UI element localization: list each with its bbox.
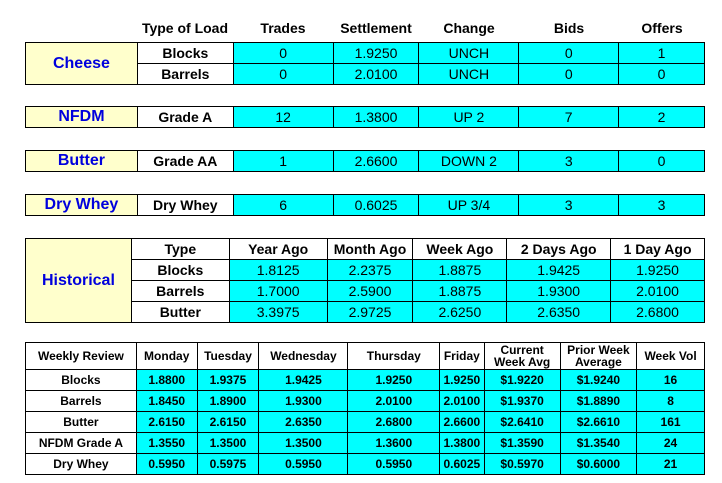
load-type: Dry Whey (137, 195, 233, 216)
hist-cell: 1.8125 (229, 260, 327, 281)
weekly-cell: $2.6610 (560, 412, 636, 433)
weekly-review-table (25, 342, 705, 475)
hist-cell: 1.7000 (229, 281, 327, 302)
offers-cell: 2 (619, 107, 705, 128)
weekly-cell: $1.3590 (484, 433, 560, 454)
weekly-cell: 24 (637, 433, 705, 454)
change-cell: DOWN 2 (419, 151, 519, 172)
weekly-cell: $1.9220 (484, 370, 560, 391)
header-settlement: Settlement (340, 20, 412, 36)
load-type: Blocks (137, 43, 233, 64)
historical-table (25, 238, 705, 323)
product-historical: Historical (26, 239, 132, 323)
header-type-of-load: Type of Load (141, 20, 229, 36)
weekly-header: Tuesday (197, 343, 259, 370)
offers-cell: 0 (619, 151, 705, 172)
weekly-header: Monday (136, 343, 197, 370)
weekly-cell: 1.9250 (348, 370, 440, 391)
trades-cell: 0 (233, 64, 333, 85)
trades-cell: 0 (233, 43, 333, 64)
hist-header-week-ago: Week Ago (413, 239, 507, 260)
weekly-cell: 1.8450 (136, 391, 197, 412)
bids-cell: 0 (519, 64, 619, 85)
drywhey-table (25, 194, 705, 216)
hist-cell: 2.2375 (327, 260, 413, 281)
weekly-cell: 161 (637, 412, 705, 433)
weekly-cell: 21 (637, 454, 705, 475)
product-butter: Butter (26, 151, 138, 172)
hist-cell: 2.6250 (413, 302, 507, 323)
header-change: Change (443, 20, 495, 36)
weekly-cell: 2.6350 (259, 412, 348, 433)
weekly-cell: $0.6000 (560, 454, 636, 475)
load-type: Barrels (137, 64, 233, 85)
header-offers: Offers (641, 20, 683, 36)
hist-row-label: Blocks (131, 260, 229, 281)
product-nfdm: NFDM (26, 107, 138, 128)
weekly-cell: 8 (637, 391, 705, 412)
weekly-row-label: Butter (26, 412, 137, 433)
table-row (26, 391, 705, 412)
butter-table (25, 150, 705, 172)
change-cell: UNCH (419, 64, 519, 85)
weekly-cell: 1.3600 (348, 433, 440, 454)
load-type: Grade A (137, 107, 233, 128)
hist-header-2-days-ago: 2 Days Ago (507, 239, 611, 260)
bids-cell: 3 (519, 195, 619, 216)
settlement-cell: 0.6025 (333, 195, 419, 216)
offers-cell: 0 (619, 64, 705, 85)
weekly-cell: 0.5950 (136, 454, 197, 475)
nfdm-table (25, 106, 705, 128)
product-dry-whey: Dry Whey (26, 195, 138, 216)
weekly-cell: 1.8800 (136, 370, 197, 391)
load-type: Grade AA (137, 151, 233, 172)
weekly-cell: 1.3800 (440, 433, 484, 454)
weekly-row-label: Barrels (26, 391, 137, 412)
settlement-cell: 1.3800 (333, 107, 419, 128)
product-cheese: Cheese (26, 43, 138, 85)
header-bids: Bids (553, 20, 585, 36)
weekly-cell: 16 (637, 370, 705, 391)
settlement-cell: 2.0100 (333, 64, 419, 85)
weekly-header: Friday (440, 343, 484, 370)
trades-cell: 12 (233, 107, 333, 128)
weekly-cell: 2.6600 (440, 412, 484, 433)
bids-cell: 3 (519, 151, 619, 172)
hist-row-label: Butter (131, 302, 229, 323)
bids-cell: 7 (519, 107, 619, 128)
hist-header-type: Type (131, 239, 229, 260)
weekly-cell: 2.0100 (440, 391, 484, 412)
weekly-cell: $0.5970 (484, 454, 560, 475)
weekly-cell: 0.6025 (440, 454, 484, 475)
weekly-header: Prior Week Average (560, 343, 636, 370)
weekly-header: Week Vol (637, 343, 705, 370)
weekly-row-label: Dry Whey (26, 454, 137, 475)
weekly-row-label: NFDM Grade A (26, 433, 137, 454)
cheese-table (25, 42, 705, 85)
hist-row-label: Barrels (131, 281, 229, 302)
weekly-header: Thursday (348, 343, 440, 370)
bids-cell: 0 (519, 43, 619, 64)
hist-cell: 1.8875 (413, 281, 507, 302)
weekly-cell: 1.9250 (440, 370, 484, 391)
weekly-cell: 1.3550 (136, 433, 197, 454)
header-trades: Trades (260, 20, 306, 36)
weekly-cell: 2.6150 (136, 412, 197, 433)
weekly-cell: 1.9375 (197, 370, 259, 391)
weekly-cell: $2.6410 (484, 412, 560, 433)
weekly-cell: 2.6150 (197, 412, 259, 433)
hist-cell: 1.9425 (507, 260, 611, 281)
weekly-cell: 1.3500 (197, 433, 259, 454)
offers-cell: 1 (619, 43, 705, 64)
change-cell: UP 3/4 (419, 195, 519, 216)
weekly-cell: $1.3540 (560, 433, 636, 454)
weekly-cell: $1.9240 (560, 370, 636, 391)
weekly-cell: $1.9370 (484, 391, 560, 412)
hist-cell: 3.3975 (229, 302, 327, 323)
weekly-header-row (26, 343, 705, 370)
settlement-cell: 1.9250 (333, 43, 419, 64)
settlement-cell: 2.6600 (333, 151, 419, 172)
weekly-cell: 0.5950 (348, 454, 440, 475)
table-row (26, 433, 705, 454)
offers-cell: 3 (619, 195, 705, 216)
hist-cell: 1.9300 (507, 281, 611, 302)
hist-cell: 1.8875 (413, 260, 507, 281)
hist-header-year-ago: Year Ago (229, 239, 327, 260)
table-row (26, 454, 705, 475)
weekly-row-label: Blocks (26, 370, 137, 391)
weekly-cell: 1.9300 (259, 391, 348, 412)
trades-cell: 1 (233, 151, 333, 172)
trades-cell: 6 (233, 195, 333, 216)
weekly-header: Weekly Review (26, 343, 137, 370)
hist-cell: 2.6350 (507, 302, 611, 323)
hist-cell: 2.5900 (327, 281, 413, 302)
hist-cell: 1.9250 (611, 260, 705, 281)
weekly-cell: 2.0100 (348, 391, 440, 412)
change-cell: UNCH (419, 43, 519, 64)
change-cell: UP 2 (419, 107, 519, 128)
weekly-cell: 0.5950 (259, 454, 348, 475)
weekly-cell: 1.8900 (197, 391, 259, 412)
weekly-cell: 2.6800 (348, 412, 440, 433)
table-row (26, 370, 705, 391)
hist-cell: 2.9725 (327, 302, 413, 323)
table-row (26, 412, 705, 433)
weekly-header: Current Week Avg (484, 343, 560, 370)
hist-header-month-ago: Month Ago (327, 239, 413, 260)
hist-cell: 2.6800 (611, 302, 705, 323)
hist-header-1-day-ago: 1 Day Ago (611, 239, 705, 260)
weekly-cell: $1.8890 (560, 391, 636, 412)
weekly-cell: 1.3500 (259, 433, 348, 454)
weekly-header: Wednesday (259, 343, 348, 370)
weekly-cell: 1.9425 (259, 370, 348, 391)
hist-cell: 2.0100 (611, 281, 705, 302)
weekly-cell: 0.5975 (197, 454, 259, 475)
